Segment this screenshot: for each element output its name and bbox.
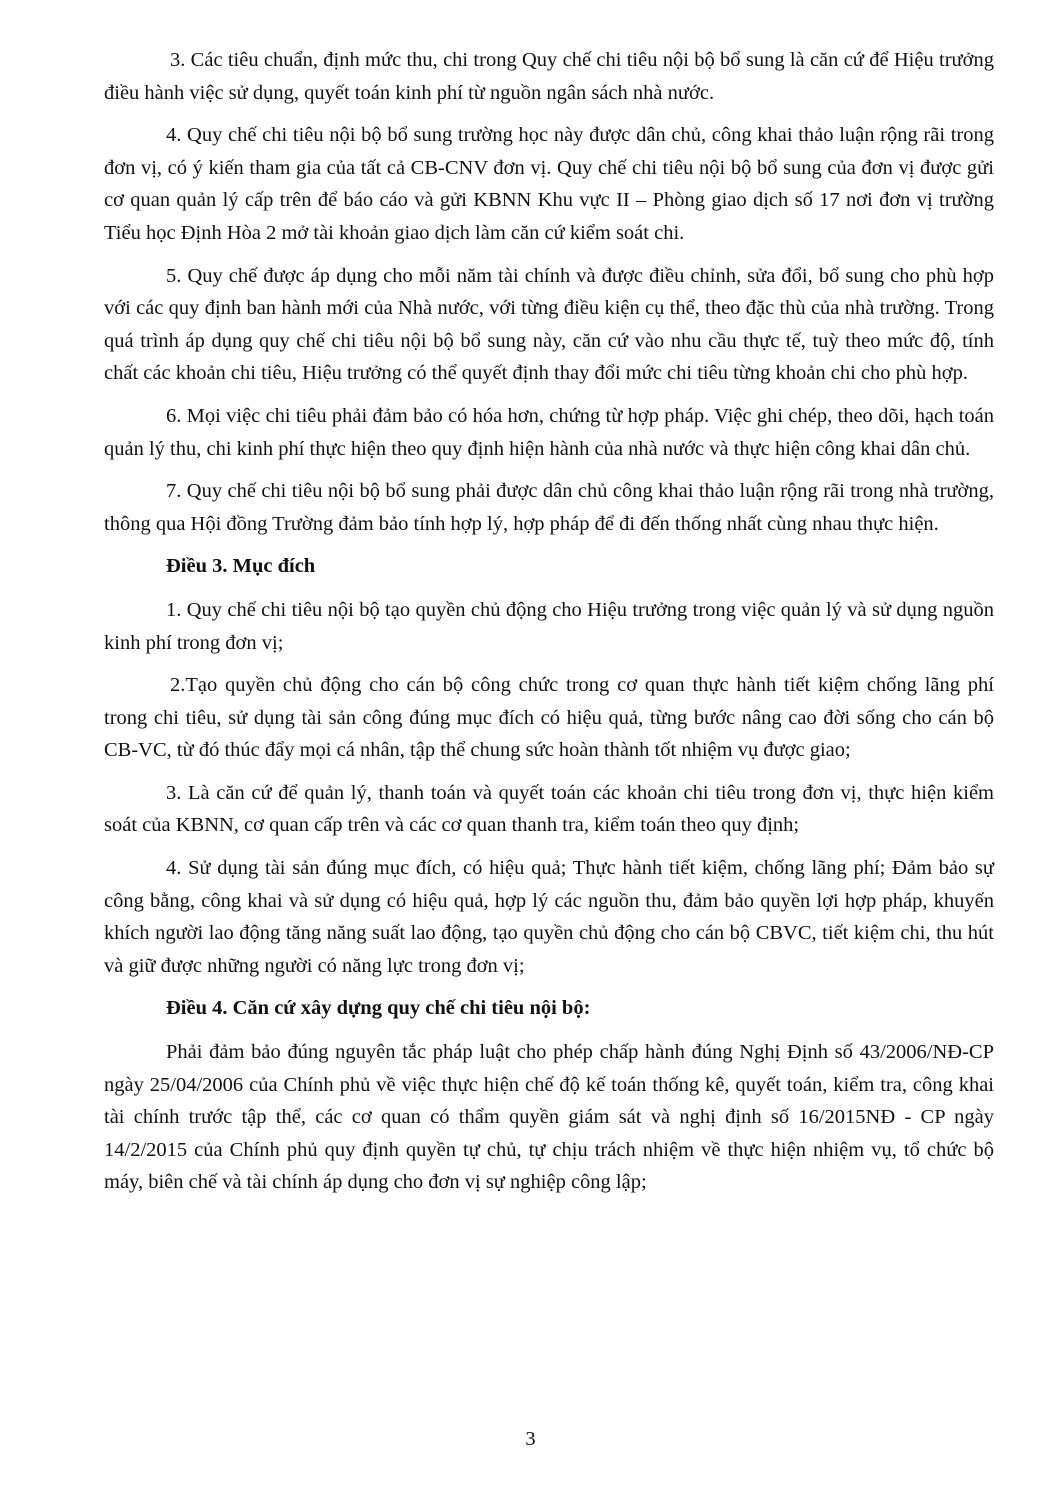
page-number: 3 xyxy=(525,1428,536,1450)
article-3-paragraph-1: 1. Quy chế chi tiêu nội bộ tạo quyền chủ động cho Hiệu trưởng trong việc quản lý và sử dụng nguồn kinh phí trong đơn vị; xyxy=(104,598,994,654)
article-4-paragraph-1: Phải đảm bảo đúng nguyên tắc pháp luật cho phép chấp hành đúng Nghị Định số 43/2006/NĐ-CP ngày 25/04/2006 của Chính phủ về việc thực hiện chế độ kế toán thống kê, quyết toán, kiểm tra, công khai tài chính trước tập thể, các cơ quan có thẩm quyền giám sát và nghị định số 16/2015NĐ - CP ngày 14/2/2015 của Chính phủ quy định quyền tự chủ, tự chịu trách nhiệm về thực hiện nhiệm vụ, tổ chức bộ máy, biên chế và tài chính áp dụng cho đơn vị sự nghiệp công lập; xyxy=(104,1041,994,1194)
document-page xyxy=(104,44,994,1209)
article-3-paragraph-4: 4. Sử dụng tài sản đúng mục đích, có hiệu quả; Thực hành tiết kiệm, chống lãng phí; Đảm bảo sự công bằng, công khai và sử dụng có hiệu quả, hợp lý các nguồn thu, đảm bảo quyền lợi hợp pháp, khuyến khích người lao động tăng năng suất lao động, tạo quyền chủ động cho cán bộ CBVC, tiết kiệm chi, thu hút và giữ được những người có năng lực trong đơn vị; xyxy=(104,857,994,977)
paragraph-clause-4: 4. Quy chế chi tiêu nội bộ bổ sung trường học này được dân chủ, công khai thảo luận rộng rãi trong đơn vị, có ý kiến tham gia của tất cả CB-CNV đơn vị. Quy chế chi tiêu nội bộ bổ sung của đơn vị được gửi cơ quan quản lý cấp trên để báo cáo và gửi KBNN Khu vực II – Phòng giao dịch số 17 nơi đơn vị trường Tiểu học Định Hòa 2 mở tài khoản giao dịch làm căn cứ kiểm soát chi. xyxy=(104,124,994,244)
article-3-paragraph-2: 2.Tạo quyền chủ động cho cán bộ công chức trong cơ quan thực hành tiết kiệm chống lãng phí trong chi tiêu, sử dụng tài sản công đúng mục đích có hiệu quả, từng bước nâng cao đời sống cho cán bộ CB-VC, từ đó thúc đẩy mọi cá nhân, tập thể chung sức hoàn thành tốt nhiệm vụ được giao; xyxy=(104,674,994,762)
article-3-heading: Điều 3. Mục đích xyxy=(166,555,316,578)
paragraph-clause-3: 3. Các tiêu chuẩn, định mức thu, chi trong Quy chế chi tiêu nội bộ bổ sung là căn cứ để Hiệu trưởng điều hành việc sử dụng, quyết toán kinh phí từ nguồn ngân sách nhà nước. xyxy=(104,49,994,104)
paragraph-clause-5: 5. Quy chế được áp dụng cho mỗi năm tài chính và được điều chỉnh, sửa đổi, bổ sung cho phù hợp với các quy định ban hành mới của Nhà nước, với từng điều kiện cụ thể, theo đặc thù của nhà trường. Trong quá trình áp dụng quy chế chi tiêu nội bộ bổ sung này, căn cứ vào nhu cầu thực tế, tuỳ theo mức độ, tính chất các khoản chi tiêu, Hiệu trưởng có thể quyết định thay đổi mức chi tiêu từng khoản chi cho phù hợp. xyxy=(104,264,994,385)
article-3-paragraph-3: 3. Là căn cứ để quản lý, thanh toán và quyết toán các khoản chi tiêu trong đơn vị, thực hiện kiểm soát của KBNN, cơ quan cấp trên và các cơ quan thanh tra, kiểm toán theo quy định; xyxy=(104,781,994,837)
paragraph-clause-7: 7. Quy chế chi tiêu nội bộ bổ sung phải được dân chủ công khai thảo luận rộng rãi trong nhà trường, thông qua Hội đồng Trường đảm bảo tính hợp lý, hợp pháp để đi đến thống nhất cùng nhau thực hiện. xyxy=(104,480,994,535)
paragraph-clause-6: 6. Mọi việc chi tiêu phải đảm bảo có hóa hơn, chứng từ hợp pháp. Việc ghi chép, theo dõi, hạch toán quản lý thu, chi kinh phí thực hiện theo quy định hiện hành của nhà nước và thực hiện công khai dân chủ. xyxy=(104,404,994,460)
article-4-heading: Điều 4. Căn cứ xây dựng quy chế chi tiêu nội bộ: xyxy=(166,997,591,1020)
